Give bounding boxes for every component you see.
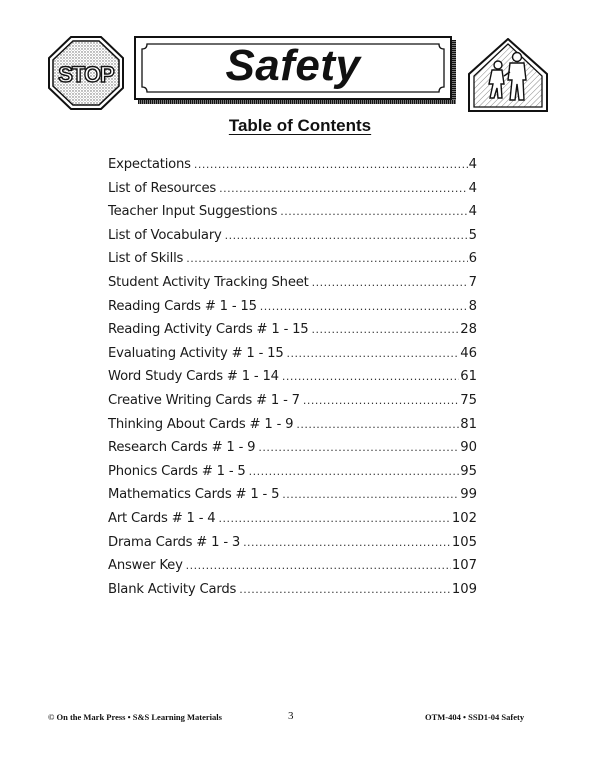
title-banner — [134, 36, 452, 100]
dot-leader — [258, 436, 459, 460]
dot-leader — [287, 342, 460, 366]
dot-leader — [243, 531, 451, 555]
toc-entry-page: 90 — [460, 440, 477, 456]
toc-entry[interactable] — [108, 224, 477, 248]
toc-entry[interactable] — [108, 365, 477, 389]
toc-entry[interactable] — [108, 153, 477, 177]
dot-leader — [312, 318, 460, 342]
toc-entry-label: List of Resources — [108, 180, 217, 196]
dot-leader — [219, 177, 468, 201]
product-code: OTM-404 • SSD1-04 Safety — [425, 712, 525, 722]
toc-entry[interactable] — [108, 271, 477, 295]
toc-entry-page: 109 — [451, 581, 477, 597]
toc-entry-page: 102 — [451, 510, 477, 526]
toc-entry-page: 28 — [460, 322, 477, 338]
toc-entry[interactable] — [108, 247, 477, 271]
toc-entry-page: 5 — [468, 227, 477, 243]
toc-entry[interactable] — [108, 413, 477, 437]
toc-entry-page: 46 — [460, 345, 477, 361]
toc-entry-label: Answer Key — [108, 558, 183, 574]
dot-leader — [194, 153, 468, 177]
dot-leader — [282, 483, 459, 507]
toc-entry-page: 61 — [460, 369, 477, 385]
page-title: Safety — [225, 41, 361, 90]
toc-entry-label: List of Vocabulary — [108, 227, 222, 243]
toc-entry-page: 105 — [451, 534, 477, 550]
toc-entry-label: Student Activity Tracking Sheet — [108, 274, 309, 290]
dot-leader — [239, 578, 451, 602]
banner-shadow — [452, 40, 456, 104]
dot-leader — [312, 271, 468, 295]
toc-entry-label: List of Skills — [108, 251, 184, 267]
school-crossing-sign-icon — [468, 38, 548, 112]
copyright-text: © On the Mark Press • S&S Learning Materials — [48, 712, 222, 722]
toc-entry[interactable] — [108, 436, 477, 460]
toc-entry-page: 4 — [468, 157, 477, 172]
toc-entry-label: Word Study Cards # 1 - 14 — [108, 369, 279, 385]
toc-list — [108, 153, 477, 601]
toc-entry-label: Mathematics Cards # 1 - 5 — [108, 487, 280, 503]
toc-entry[interactable] — [108, 578, 477, 602]
toc-entry-page: 75 — [460, 392, 477, 408]
toc-entry-page: 8 — [468, 298, 477, 314]
dot-leader — [280, 200, 467, 224]
page-number: 3 — [288, 710, 294, 722]
dot-leader — [186, 247, 467, 271]
toc-entry[interactable] — [108, 177, 477, 201]
toc-entry-page: 4 — [468, 204, 477, 220]
toc-entry-label: Drama Cards # 1 - 3 — [108, 534, 241, 550]
toc-entry-label: Expectations — [108, 157, 191, 172]
toc-entry-page: 7 — [468, 274, 477, 290]
toc-entry-label: Phonics Cards # 1 - 5 — [108, 463, 246, 479]
toc-entry[interactable] — [108, 389, 477, 413]
svg-text:STOP: STOP — [58, 62, 114, 87]
toc-entry-page: 6 — [468, 251, 477, 267]
toc-entry-page: 81 — [460, 416, 477, 432]
dot-leader — [282, 365, 459, 389]
toc-entry[interactable] — [108, 200, 477, 224]
toc-entry-page: 95 — [460, 463, 477, 479]
toc-entry-label: Evaluating Activity # 1 - 15 — [108, 345, 284, 361]
toc-entry[interactable] — [108, 507, 477, 531]
dot-leader — [249, 460, 460, 484]
dot-leader — [303, 389, 459, 413]
banner-shadow — [138, 100, 456, 104]
dot-leader — [296, 413, 459, 437]
toc-entry-label: Reading Activity Cards # 1 - 15 — [108, 322, 309, 338]
toc-entry-label: Teacher Input Suggestions — [108, 204, 278, 220]
dot-leader — [218, 507, 450, 531]
toc-entry[interactable] — [108, 554, 477, 578]
toc-entry-label: Thinking About Cards # 1 - 9 — [108, 416, 294, 432]
dot-leader — [260, 295, 468, 319]
toc-entry-page: 99 — [460, 487, 477, 503]
toc-entry-page: 107 — [451, 558, 477, 574]
toc-entry-label: Blank Activity Cards — [108, 581, 237, 597]
toc-entry-label: Art Cards # 1 - 4 — [108, 510, 216, 526]
toc-entry[interactable] — [108, 295, 477, 319]
toc-entry-page: 4 — [468, 180, 477, 196]
toc-entry[interactable] — [108, 483, 477, 507]
dot-leader — [225, 224, 468, 248]
toc-entry-label: Research Cards # 1 - 9 — [108, 440, 256, 456]
toc-heading: Table of Contents — [228, 116, 372, 135]
toc-entry-label: Creative Writing Cards # 1 - 7 — [108, 392, 300, 408]
dot-leader — [186, 554, 451, 578]
toc-entry-label: Reading Cards # 1 - 15 — [108, 298, 257, 314]
toc-entry[interactable] — [108, 531, 477, 555]
stop-sign-icon — [48, 36, 124, 110]
toc-entry[interactable] — [108, 342, 477, 366]
toc-entry[interactable] — [108, 318, 477, 342]
toc-entry[interactable] — [108, 460, 477, 484]
page-footer — [0, 712, 600, 726]
